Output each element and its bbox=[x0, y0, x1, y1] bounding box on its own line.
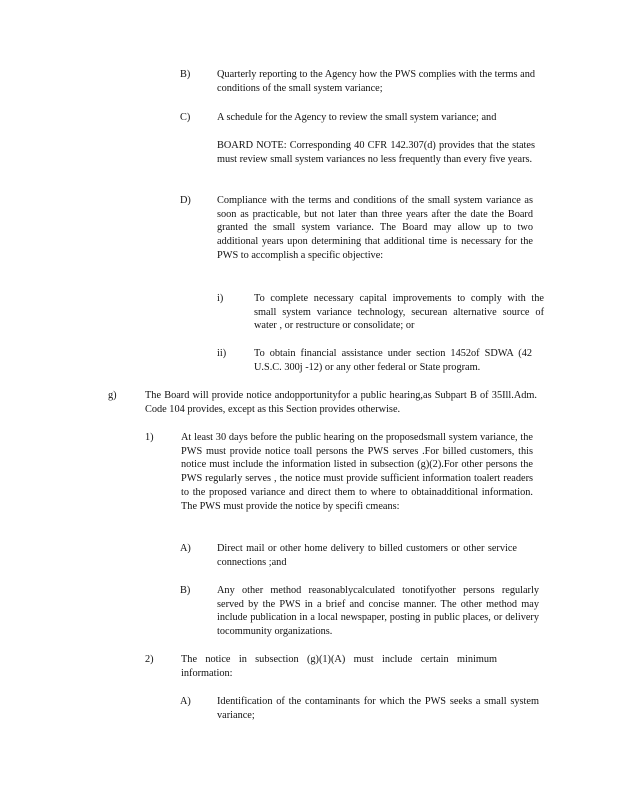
item-label: g) bbox=[108, 390, 117, 401]
item-label: B) bbox=[180, 69, 191, 80]
item-label: A) bbox=[180, 696, 191, 707]
item-label: ii) bbox=[217, 348, 227, 359]
item-text: Any other method reasonablycalculated tonotifyother persons regularly served by the PWS in a brief and concise manner. The other method may include publication in a local newspaper, posting in public places, or delivery tocommunity organizations. bbox=[217, 585, 539, 638]
item-label: B) bbox=[180, 585, 191, 596]
item-text: At least 30 days before the public hearing on the proposedsmall system variance, the PWS must provide notice toall persons the PWS serves .For billed customers, this notice must include the information listed in subsection (g)(2).For other persons the PWS regularly serves , the notice must provide sufficient information toalert readers to the proposed variance and direct them to where to obtainadditional information. The PWS must provide the notice by specifi cmeans: bbox=[181, 432, 533, 512]
item-label: C) bbox=[180, 112, 191, 123]
item-text: Identification of the contaminants for which the PWS seeks a small system variance; bbox=[217, 696, 539, 721]
item-text: Compliance with the terms and conditions of the small system variance as soon as practicable, but not later than three years after the date the Board granted the small system variance. The Board may allow up to two additional years upon determining that additional time is necessary for the PWS to accomplish a specific objective: bbox=[217, 195, 533, 261]
board-note-text: BOARD NOTE: Corresponding 40 CFR 142.307(d) provides that the states must review small system variances no less frequently than every five years. bbox=[217, 140, 535, 165]
item-label: 2) bbox=[145, 654, 154, 665]
item-text: To obtain financial assistance under section 1452of SDWA (42 U.S.C. 300j -12) or any other federal or State program. bbox=[254, 348, 532, 373]
item-label: 1) bbox=[145, 432, 154, 443]
item-text: A schedule for the Agency to review the small system variance; and bbox=[217, 112, 497, 123]
item-text: The notice in subsection (g)(1)(A) must include certain minimum information: bbox=[181, 654, 497, 679]
item-text: To complete necessary capital improvements to comply with the small system variance technology, securean alternative source of water , or restructure or consolidate; or bbox=[254, 293, 544, 332]
item-text: The Board will provide notice andopportunityfor a public hearing,as Subpart B of 35Ill.Adm. Code 104 provides, except as this Section provides otherwise. bbox=[145, 390, 537, 415]
item-text: Direct mail or other home delivery to billed customers or other service connections ;and bbox=[217, 543, 517, 568]
item-label: i) bbox=[217, 293, 224, 304]
item-text: Quarterly reporting to the Agency how the PWS complies with the terms and conditions of the small system variance; bbox=[217, 69, 535, 94]
item-label: D) bbox=[180, 195, 191, 206]
item-label: A) bbox=[180, 543, 191, 554]
